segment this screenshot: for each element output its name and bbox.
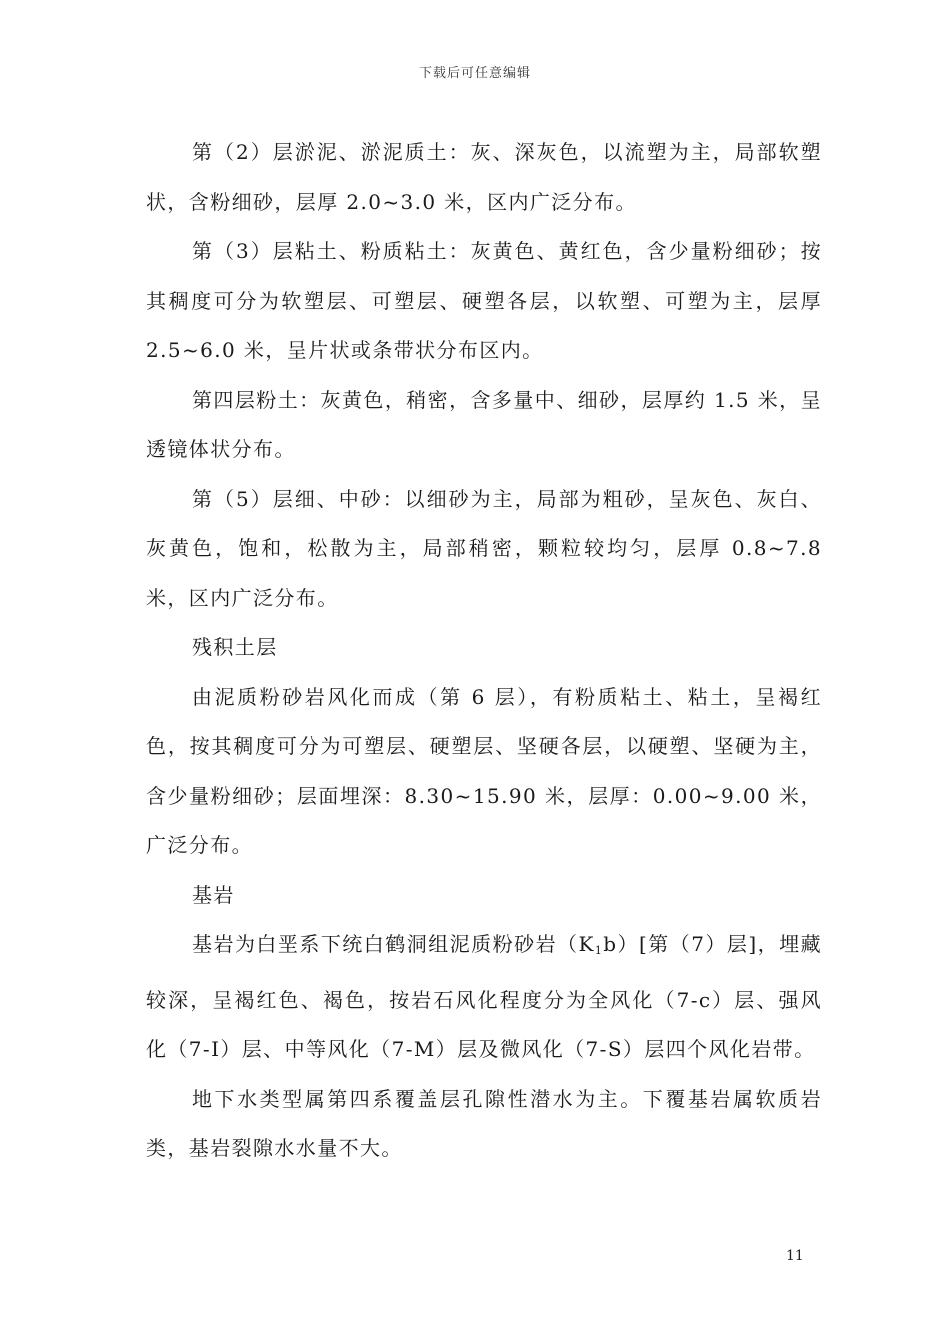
- page-number: 11: [786, 1248, 804, 1264]
- heading-bedrock: 基岩: [192, 882, 235, 907]
- bedrock-text-after: b）[第（7）层]，埋藏较深，呈褐红色、褐色，按岩石风化程度分为全风化（7-c）层、强风化（7-I）层、中等风化（7-M）层及微风化（7-S）层四个风化岩带。: [146, 932, 822, 1061]
- paragraph-bedrock: [146, 920, 822, 1075]
- paragraph-layer-6: 由泥质粉砂岩风化而成（第 6 层），有粉质粘土、粘土，呈褐红色，按其稠度可分为可塑层、硬塑层、坚硬各层，以硬塑、坚硬为主，含少量粉细砂；层面埋深：8.30~15.90 米，层厚：0.00~9.00 米，广泛分布。: [146, 684, 822, 857]
- paragraph-groundwater: 地下水类型属第四系覆盖层孔隙性潜水为主。下覆基岩属软质岩类，基岩裂隙水水量不大。: [146, 1086, 822, 1160]
- heading-residual-soil: 残积土层: [192, 635, 278, 659]
- bedrock-text-before: 基岩为白垩系下统白鹤洞组泥质粉砂岩（K: [192, 932, 595, 956]
- paragraph-layer-5: 第（5）层细、中砂：以细砂为主，局部为粗砂，呈灰色、灰白、灰黄色，饱和，松散为主，局部稍密，颗粒较均匀，层厚 0.8~7.8 米，区内广泛分布。: [146, 486, 822, 610]
- paragraph-layer-4: 第四层粉土：灰黄色，稍密，含多量中、细砂，层厚约 1.5 米，呈透镜体状分布。: [146, 387, 822, 461]
- document-body: [146, 128, 822, 1174]
- bedrock-subscript: 1: [594, 944, 604, 957]
- page-header: 下载后可任意编辑: [418, 66, 531, 81]
- paragraph-layer-3: 第（3）层粘土、粉质粘土：灰黄色、黄红色，含少量粉细砂；按其稠度可分为软塑层、可塑层、硬塑各层，以软塑、可塑为主，层厚 2.5~6.0 米，呈片状或条带状分布区内。: [146, 239, 822, 362]
- paragraph-layer-2: 第（2）层淤泥、淤泥质土：灰、深灰色，以流塑为主，局部软塑状，含粉细砂，层厚 2.0~3.0 米，区内广泛分布。: [146, 140, 822, 214]
